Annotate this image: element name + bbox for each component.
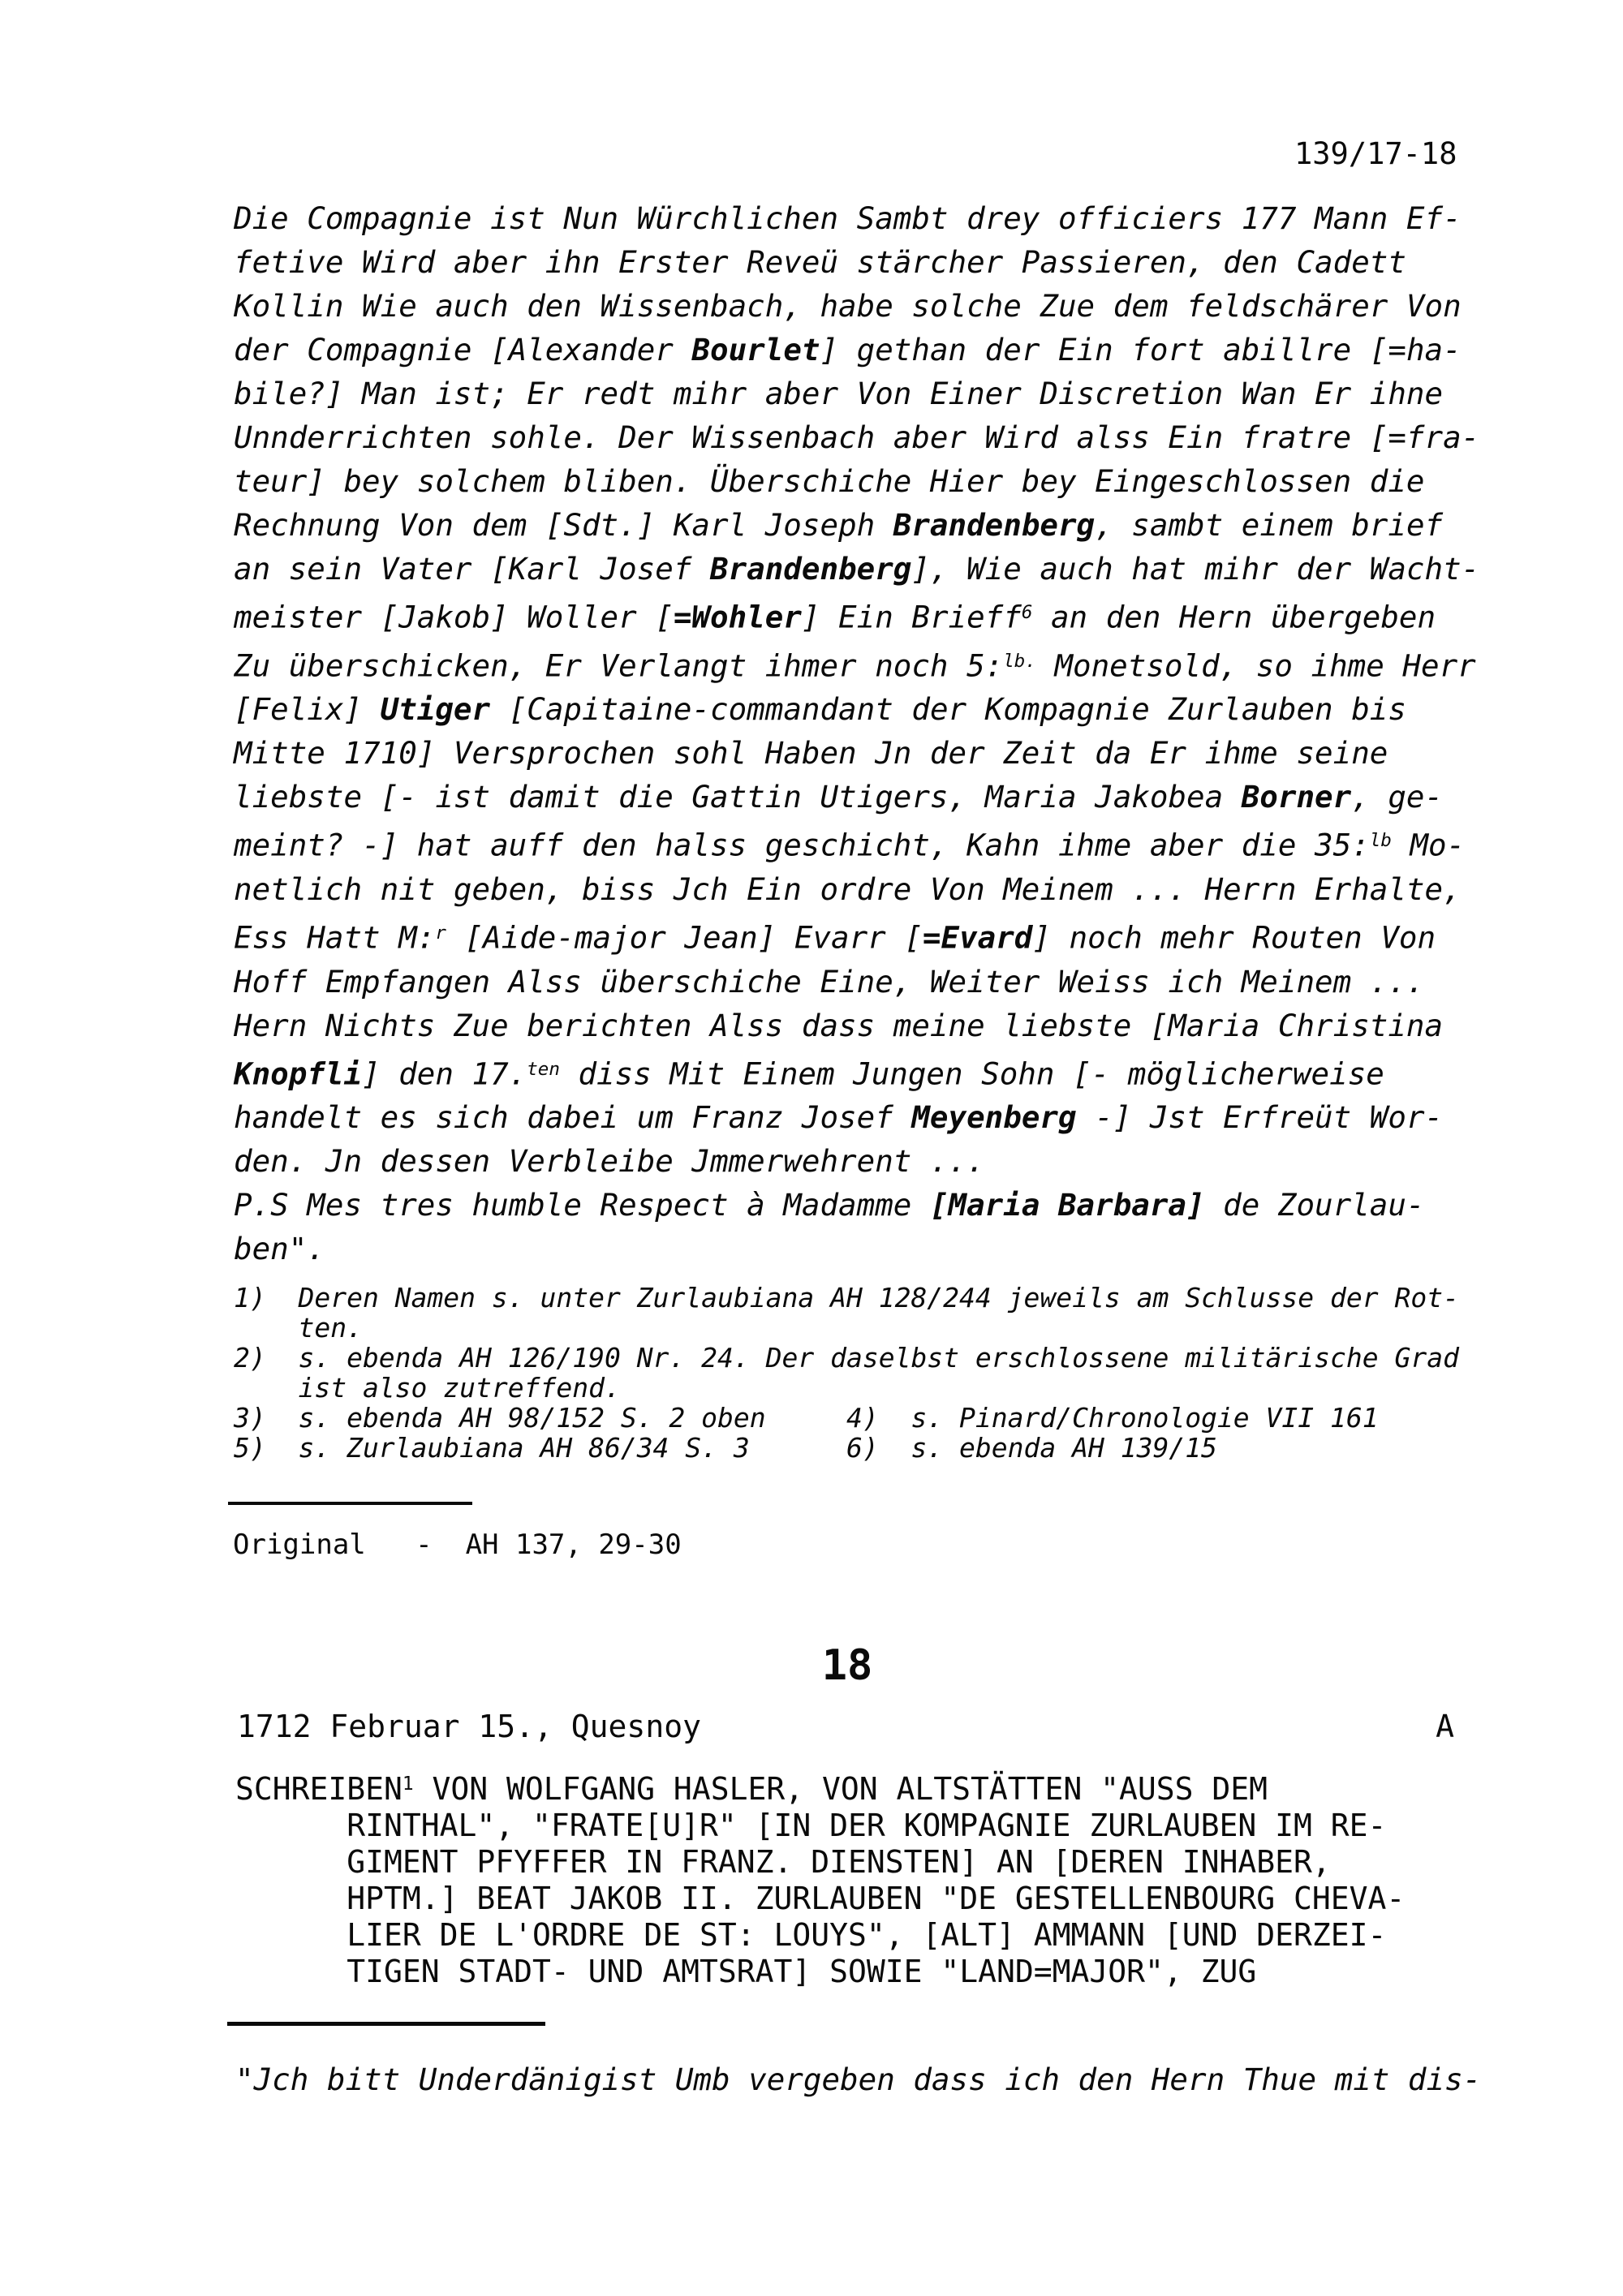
text-line: den. Jn dessen Verbleibe Jmmerwehrent ... [234, 1143, 985, 1180]
text-line: Hoff Empfangen Alss überschiche Eine, Weiter Weiss ich Meinem ... [234, 963, 1425, 1000]
text-line: Die Compagnie ist Nun Würchlichen Sambt drey officiers 177 Mann Ef- [234, 200, 1462, 236]
text-line: ben". [234, 1231, 325, 1267]
text-line: TIGEN STADT- UND AMTSRAT] SOWIE "LAND=MAJOR", ZUG [235, 1953, 1257, 1989]
text-line: Unnderrichten sohle. Der Wissenbach aber Wird alss Ein fratre [=fra- [234, 419, 1480, 455]
text-line: RINTHAL", "FRATE[U]R" [IN DER KOMPAGNIE ZURLAUBEN IM RE- [235, 1807, 1387, 1843]
separator-rule [227, 2022, 545, 2026]
superscript: 6 [1021, 602, 1033, 623]
text-line: liebste [- ist damit die Gattin Utigers, Maria Jakobea Borner, ge- [234, 779, 1444, 815]
text-line: Zu überschicken, Er Verlangt ihmer noch 5:$^{lb.}$ Monetsold, so ihme Herr [234, 647, 1476, 684]
superscript: lb [1369, 830, 1392, 852]
entry-number: 18 [821, 1641, 873, 1690]
quote-line [235, 2057, 1534, 2101]
text-line: Kollin Wie auch den Wissenbach, habe solche Zue dem feldschärer Von [234, 288, 1462, 324]
text-line: der Compagnie [Alexander Bourlet] gethan der Ein fort abillre [=ha- [234, 332, 1462, 368]
text-line: ten. [234, 1312, 363, 1344]
text-line: Knopfli] den 17.$^{ten}$ diss Mit Einem Jungen Sohn [- möglicherweise [234, 1056, 1384, 1092]
text-line: Mitte 1710] Versprochen sohl Haben Jn der Zeit da Er ihme seine [234, 735, 1388, 772]
text-line: Hern Nichts Zue berichten Alss dass meine liebste [Maria Christina [234, 1007, 1444, 1043]
text-line: SCHREIBEN$^1$ VON WOLFGANG HASLER, VON ALTSTÄTTEN "AUSS DEM [235, 1770, 1268, 1807]
text-line: meint? -] hat auff den halss geschicht, Kahn ihme aber die 35:$^{lb}$ Mo- [234, 828, 1466, 864]
superscript: 1 [402, 1774, 414, 1795]
superscript: r [435, 922, 446, 944]
text-line: bile?] Man ist; Er redt mihr aber Von Einer Discretion Wan Er ihne [234, 376, 1444, 411]
text-line: teur] bey solchem bliben. Überschiche Hier bey Eingeschlossen die [234, 463, 1425, 499]
page-reference: 139/17-18 [1294, 136, 1457, 171]
regest-heading [235, 1766, 1501, 1990]
text-line: [Felix] Utiger [Capitaine-commandant der Kompagnie Zurlauben bis [234, 691, 1406, 728]
footnotes [234, 1283, 1516, 1463]
text-line: "Jch bitt Underdänigist Umb vergeben dass ich den Hern Thue mit dis- [235, 2062, 1482, 2097]
text-line: 1) Deren Namen s. unter Zurlaubiana AH 128/244 jeweils am Schlusse der Rot- [234, 1282, 1459, 1314]
text-line: 5) s. Zurlaubiana AH 86/34 S. 3 6) s. ebenda AH 139/15 [234, 1432, 1217, 1464]
text-line: 3) s. ebenda AH 98/152 S. 2 oben 4) s. Pinard/Chronologie VII 161 [234, 1402, 1379, 1434]
text-line: an sein Vater [Karl Josef Brandenberg], Wie auch hat mihr der Wacht- [234, 551, 1480, 587]
text-line: handelt es sich dabei um Franz Josef Meyenberg -] Jst Erfreüt Wor- [234, 1099, 1444, 1136]
entry-date: 1712 Februar 15., Quesnoy [237, 1709, 701, 1744]
letter-transcript [234, 196, 1500, 1271]
text-line: Ess Hatt M:$^r$ [Aide-major Jean] Evarr [=Evard] noch mehr Routen Von [234, 919, 1436, 956]
source-reference: Original - AH 137, 29-30 [233, 1529, 682, 1561]
text-line: fetive Wird aber ihn Erster Reveü stärcher Passieren, den Cadett [234, 244, 1406, 280]
separator-rule [228, 1502, 472, 1505]
text-line: LIER DE L'ORDRE DE ST: LOUYS", [ALT] AMMANN [UND DERZEI- [235, 1916, 1387, 1953]
text-line: 2) s. ebenda AH 126/190 Nr. 24. Der daselbst erschlossene militärische Grad [234, 1342, 1459, 1374]
text-line: meister [Jakob] Woller [=Wohler] Ein Brieff$^6$ an den Hern übergeben [234, 599, 1436, 635]
date-line [237, 1709, 1461, 1744]
text-line: P.S Mes tres humble Respect à Madamme [Maria Barbara] de Zourlau- [234, 1187, 1425, 1223]
text-line: ist also zutreffend. [234, 1372, 621, 1404]
superscript: ten [527, 1058, 560, 1080]
text-line: Rechnung Von dem [Sdt.] Karl Joseph Brandenberg, sambt einem brief [234, 507, 1444, 543]
text-line: GIMENT PFYFFER IN FRANZ. DIENSTEN] AN [DEREN INHABER, [235, 1843, 1331, 1880]
text-line: netlich nit geben, biss Jch Ein ordre Von Meinem ... Herrn Erhalte, [234, 871, 1462, 908]
superscript: lb. [1003, 650, 1036, 672]
text-line: HPTM.] BEAT JAKOB II. ZURLAUBEN "DE GESTELLENBOURG CHEVA- [235, 1880, 1406, 1916]
entry-marker: A [1436, 1709, 1454, 1744]
